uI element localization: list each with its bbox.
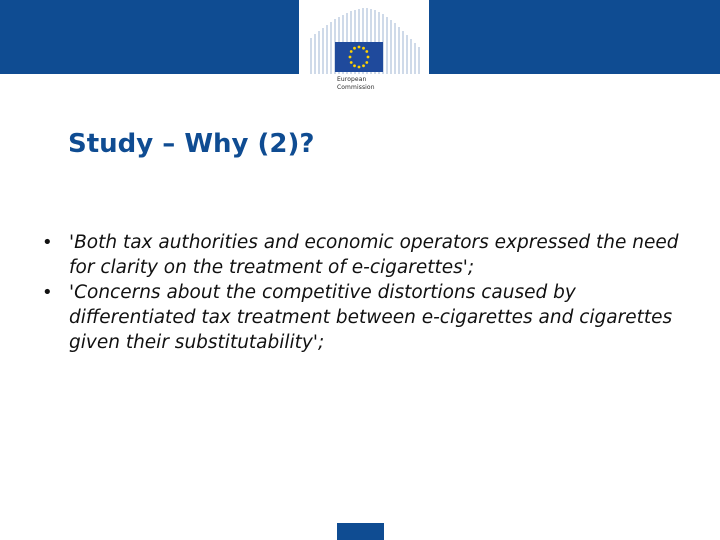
logo-line-2: Commission xyxy=(337,84,375,91)
bullet-list xyxy=(42,230,692,355)
logo-line-1: European xyxy=(337,76,367,83)
bullet-text-1: 'Both tax authorities and economic operators expressed the need for clarity on the treatment of e-cigarettes'; xyxy=(69,232,679,278)
building-icon xyxy=(299,0,429,76)
bullet-text-2: 'Concerns about the competitive distortions caused by differentiated tax treatment between e-cigarettes and cigarettes given their substitutability'; xyxy=(69,282,673,353)
slide-title: Study – Why (2)? xyxy=(68,129,315,159)
bullet-item-1 xyxy=(42,230,692,280)
bullet-item-2 xyxy=(42,280,692,355)
logo-wordmark xyxy=(337,76,375,92)
footer-tab xyxy=(337,523,384,540)
logo-panel xyxy=(299,0,429,98)
bullet-marker: • xyxy=(42,232,53,253)
bullet-marker: • xyxy=(42,282,53,303)
